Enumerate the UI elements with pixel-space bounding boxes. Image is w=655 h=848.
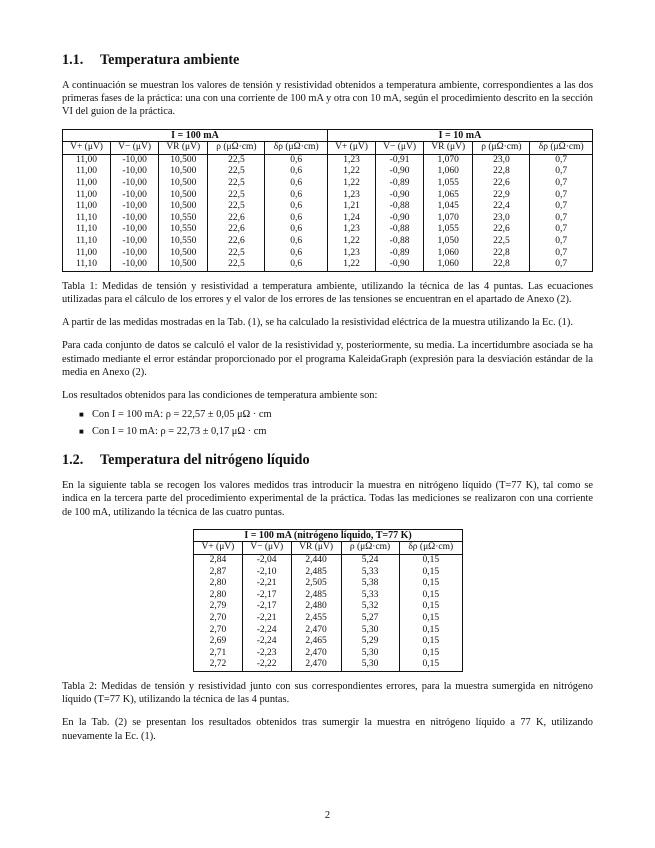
table-cell: 1,22 — [327, 178, 375, 190]
table-cell: 2,455 — [291, 613, 341, 625]
intro-paragraph: A continuación se muestran los valores de tensión y resistividad obtenidos a temperatura ambiente, correspondientes a las dos primeras fases de la práctica: una con una corriente de 100 mA y otra con 10 mA, según el procedimiento descrito en la sección VI del guion de la práctica. — [62, 80, 593, 118]
table1-group-100ma: I = 100 mA — [63, 129, 328, 142]
table-ambient-measurements — [62, 129, 593, 272]
table-cell: -2,23 — [242, 648, 291, 660]
table-cell: 22,8 — [473, 259, 530, 271]
table-cell: 22,8 — [473, 248, 530, 260]
table-cell: 22,5 — [208, 178, 265, 190]
table-cell: 10,500 — [159, 154, 208, 166]
table2-header-row — [194, 542, 463, 555]
table-cell: 0,15 — [399, 636, 462, 648]
column-header: V+ (μV) — [194, 542, 243, 555]
table2-body — [194, 554, 463, 671]
table-cell: 22,6 — [208, 213, 265, 225]
table-cell: -0,90 — [376, 213, 424, 225]
table-cell: 10,500 — [159, 178, 208, 190]
table-cell: 2,69 — [194, 636, 243, 648]
nitrogen-intro-paragraph: En la siguiente tabla se recogen los valores medidos tras introducir la muestra en nitrógeno líquido (T=77 K), tal como se indica en la tercera parte del procedimiento experimental de la práctica. Todas las mediciones se realizaron con una corriente de 100 mA, utilizando la técnica de las cuatro puntas. — [62, 480, 593, 518]
table-cell: 1,22 — [327, 259, 375, 271]
table-row — [63, 154, 593, 166]
table-cell: 11,00 — [63, 154, 111, 166]
table-cell: 1,070 — [424, 213, 473, 225]
table-row — [194, 567, 463, 579]
bullet-icon: ■ — [79, 410, 84, 420]
table-row — [194, 659, 463, 671]
table-cell: 0,7 — [530, 178, 593, 190]
table-cell: 5,30 — [341, 659, 399, 671]
table-row — [63, 248, 593, 260]
column-header: δρ (μΩ·cm) — [265, 142, 327, 155]
table-cell: 5,33 — [341, 590, 399, 602]
table-cell: 11,00 — [63, 248, 111, 260]
table1-body — [63, 154, 593, 271]
page-number: 2 — [324, 810, 331, 821]
column-header: VR (μV) — [424, 142, 473, 155]
table-cell: 1,070 — [424, 154, 473, 166]
table1-header-row — [63, 142, 593, 155]
table-cell: 22,5 — [473, 236, 530, 248]
table-cell: -2,21 — [242, 613, 291, 625]
table-cell: -2,22 — [242, 659, 291, 671]
column-header: V− (μV) — [376, 142, 424, 155]
results-intro: Los resultados obtenidos para las condiciones de temperatura ambiente son: — [62, 389, 378, 401]
table1-caption: Tabla 1: Medidas de tensión y resistividad a temperatura ambiente, utilizando la técnica de las 4 puntas. Las ecuaciones utilizadas para el cálculo de los errores y el valor de los errores de las tensiones se encuentran en el apartado de Anexo (2). — [62, 280, 593, 305]
table-row — [63, 201, 593, 213]
table-cell: 1,060 — [424, 259, 473, 271]
table-cell: 1,060 — [424, 166, 473, 178]
table-cell: 0,7 — [530, 236, 593, 248]
table-cell: 10,500 — [159, 190, 208, 202]
table-cell: -0,88 — [376, 224, 424, 236]
table-row — [194, 554, 463, 566]
section-number: 1.2. — [62, 452, 84, 469]
table-cell: 0,15 — [399, 567, 462, 579]
table-cell: 0,6 — [265, 166, 327, 178]
table-cell: 0,7 — [530, 190, 593, 202]
table-cell: 2,80 — [194, 578, 243, 590]
table-row — [194, 590, 463, 602]
section-heading-nitrogen — [62, 452, 593, 469]
table-cell: 2,72 — [194, 659, 243, 671]
uncertainty-paragraph: Para cada conjunto de datos se calculó el valor de la resistividad y, posteriormente, su media. La incertidumbre asociada se ha estimado mediante el error estándar proporcionado por el programa KaleidaGraph (expresión para la desviación estándar de la media en Anexo (2). — [62, 340, 593, 378]
table-cell: 11,10 — [63, 213, 111, 225]
table-cell: 22,5 — [208, 190, 265, 202]
table-cell: 1,055 — [424, 224, 473, 236]
table-row — [194, 636, 463, 648]
table-cell: 0,7 — [530, 224, 593, 236]
column-header: ρ (μΩ·cm) — [208, 142, 265, 155]
table-cell: 0,15 — [399, 659, 462, 671]
table-cell: 0,7 — [530, 201, 593, 213]
table-row — [63, 259, 593, 271]
table-cell: -2,24 — [242, 636, 291, 648]
table-cell: 10,550 — [159, 224, 208, 236]
table-cell: 0,6 — [265, 154, 327, 166]
column-header: ρ (μΩ·cm) — [473, 142, 530, 155]
table-cell: 5,30 — [341, 625, 399, 637]
table-cell: 2,465 — [291, 636, 341, 648]
table-cell: 5,27 — [341, 613, 399, 625]
table-cell: 0,6 — [265, 213, 327, 225]
column-header: δρ (μΩ·cm) — [530, 142, 593, 155]
table-cell: 10,500 — [159, 248, 208, 260]
table-cell: 0,6 — [265, 236, 327, 248]
table-row — [63, 166, 593, 178]
table-cell: -0,90 — [376, 190, 424, 202]
table-cell: 1,065 — [424, 190, 473, 202]
table-row — [194, 648, 463, 660]
table-cell: 11,00 — [63, 201, 111, 213]
table-row — [63, 190, 593, 202]
table-row — [63, 224, 593, 236]
table-cell: 2,87 — [194, 567, 243, 579]
table-cell: 10,500 — [159, 166, 208, 178]
table-cell: -0,89 — [376, 248, 424, 260]
table-cell: -2,04 — [242, 554, 291, 566]
table-cell: -2,17 — [242, 590, 291, 602]
table-cell: 22,6 — [473, 178, 530, 190]
table-cell: 0,6 — [265, 201, 327, 213]
table-cell: 0,7 — [530, 154, 593, 166]
section-number: 1.1. — [62, 52, 84, 68]
table-cell: 22,5 — [208, 201, 265, 213]
table-cell: 0,15 — [399, 601, 462, 613]
table-row — [63, 178, 593, 190]
column-header: ρ (μΩ·cm) — [341, 542, 399, 555]
table-cell: 0,7 — [530, 166, 593, 178]
table-cell: 2,70 — [194, 613, 243, 625]
table-cell: 2,80 — [194, 590, 243, 602]
section-heading-ambient — [62, 52, 593, 69]
table-row — [194, 625, 463, 637]
table-cell: 5,32 — [341, 601, 399, 613]
table-cell: 0,7 — [530, 213, 593, 225]
table-cell: 2,70 — [194, 625, 243, 637]
table-cell: -2,21 — [242, 578, 291, 590]
table-cell: 11,10 — [63, 236, 111, 248]
table-cell: 2,79 — [194, 601, 243, 613]
table-cell: 2,71 — [194, 648, 243, 660]
results-list — [62, 406, 593, 440]
result-item-10ma: ■ Con I = 10 mA: ρ = 22,73 ± 0,17 μΩ · cm — [62, 423, 593, 440]
table-cell: -10,00 — [111, 224, 159, 236]
column-header: VR (μV) — [159, 142, 208, 155]
table-cell: 11,10 — [63, 224, 111, 236]
table-cell: -10,00 — [111, 154, 159, 166]
table-cell: 0,7 — [530, 248, 593, 260]
result-item-100ma: ■ Con I = 100 mA: ρ = 22,57 ± 0,05 μΩ · cm — [62, 406, 593, 423]
table-cell: 22,5 — [208, 154, 265, 166]
table-cell: 5,29 — [341, 636, 399, 648]
table-cell: -10,00 — [111, 259, 159, 271]
table-cell: -10,00 — [111, 201, 159, 213]
table-cell: 22,6 — [208, 224, 265, 236]
column-header: V+ (μV) — [327, 142, 375, 155]
table-cell: 1,045 — [424, 201, 473, 213]
table-cell: 0,15 — [399, 613, 462, 625]
table-cell: 0,15 — [399, 590, 462, 602]
table-cell: 1,21 — [327, 201, 375, 213]
table-cell: 5,30 — [341, 648, 399, 660]
table2-group-title: I = 100 mA (nitrógeno líquido, T=77 K) — [194, 529, 463, 542]
table-cell: 10,550 — [159, 236, 208, 248]
table-cell: -10,00 — [111, 178, 159, 190]
table-cell: 0,6 — [265, 190, 327, 202]
table-cell: 22,8 — [473, 166, 530, 178]
table-cell: 1,24 — [327, 213, 375, 225]
table-cell: 5,33 — [341, 567, 399, 579]
table-nitrogen-measurements — [193, 529, 463, 672]
table-row — [194, 601, 463, 613]
table-cell: 1,055 — [424, 178, 473, 190]
table-cell: 22,6 — [208, 236, 265, 248]
table-cell: 11,10 — [63, 259, 111, 271]
column-header: VR (μV) — [291, 542, 341, 555]
table-cell: 10,550 — [159, 213, 208, 225]
resistivity-paragraph: A partir de las medidas mostradas en la Tab. (1), se ha calculado la resistividad eléctrica de la muestra utilizando la Ec. (1). — [62, 317, 573, 329]
table-row — [194, 613, 463, 625]
table-cell: -10,00 — [111, 248, 159, 260]
section-title: Temperatura ambiente — [100, 52, 240, 68]
table-cell: 22,6 — [473, 224, 530, 236]
table-cell: 1,23 — [327, 248, 375, 260]
table-cell: 1,23 — [327, 224, 375, 236]
bullet-icon: ■ — [79, 427, 84, 437]
table-cell: -0,90 — [376, 166, 424, 178]
table-row — [194, 578, 463, 590]
table-cell: -0,89 — [376, 178, 424, 190]
table-cell: 1,23 — [327, 190, 375, 202]
table-row — [63, 236, 593, 248]
table-cell: -2,10 — [242, 567, 291, 579]
table-cell: 1,22 — [327, 166, 375, 178]
table-cell: 0,6 — [265, 248, 327, 260]
table-row — [63, 213, 593, 225]
table-cell: 23,0 — [473, 154, 530, 166]
table-cell: 0,15 — [399, 554, 462, 566]
table-cell: 22,9 — [473, 190, 530, 202]
table-cell: 10,500 — [159, 201, 208, 213]
table-cell: 11,00 — [63, 190, 111, 202]
table-cell: -0,91 — [376, 154, 424, 166]
table-cell: 1,050 — [424, 236, 473, 248]
table-cell: 0,6 — [265, 224, 327, 236]
column-header: δρ (μΩ·cm) — [399, 542, 462, 555]
table-cell: 23,0 — [473, 213, 530, 225]
table-cell: 2,480 — [291, 601, 341, 613]
table-cell: 0,15 — [399, 625, 462, 637]
column-header: V− (μV) — [111, 142, 159, 155]
table-cell: 0,15 — [399, 578, 462, 590]
table-cell: -2,24 — [242, 625, 291, 637]
section-title: Temperatura del nitrógeno líquido — [100, 452, 310, 469]
table-cell: -0,90 — [376, 259, 424, 271]
table-cell: -10,00 — [111, 166, 159, 178]
table-cell: 2,470 — [291, 648, 341, 660]
table-cell: -0,88 — [376, 236, 424, 248]
table-cell: 2,485 — [291, 590, 341, 602]
table-cell: -10,00 — [111, 236, 159, 248]
table1-group-10ma: I = 10 mA — [327, 129, 592, 142]
column-header: V+ (μV) — [63, 142, 111, 155]
nitrogen-results-paragraph: En la Tab. (2) se presentan los resultados obtenidos tras sumergir la muestra en nitrógeno líquido a 77 K, utilizando nuevamente la Ec. (1). — [62, 717, 593, 742]
table2-caption: Tabla 2: Medidas de tensión y resistividad junto con sus correspondientes errores, para la muestra sumergida en nitrógeno líquido (T=77 K), utilizando la técnica de las 4 puntas. — [62, 680, 593, 706]
table-cell: 1,23 — [327, 154, 375, 166]
table-cell: 2,485 — [291, 567, 341, 579]
table-cell: 0,6 — [265, 259, 327, 271]
table-cell: 2,470 — [291, 625, 341, 637]
table-cell: 2,470 — [291, 659, 341, 671]
table-cell: 5,38 — [341, 578, 399, 590]
table-cell: 0,7 — [530, 259, 593, 271]
table-cell: 0,15 — [399, 648, 462, 660]
table-cell: 11,00 — [63, 166, 111, 178]
table-cell: 22,5 — [208, 248, 265, 260]
column-header: V− (μV) — [242, 542, 291, 555]
table-cell: 1,22 — [327, 236, 375, 248]
table-cell: 11,00 — [63, 178, 111, 190]
table-cell: 2,84 — [194, 554, 243, 566]
table-cell: 22,5 — [208, 259, 265, 271]
table-cell: 2,440 — [291, 554, 341, 566]
table-cell: 5,24 — [341, 554, 399, 566]
table-cell: -2,17 — [242, 601, 291, 613]
table-cell: 0,6 — [265, 178, 327, 190]
table-cell: 1,060 — [424, 248, 473, 260]
table-cell: 22,5 — [208, 166, 265, 178]
table-cell: -10,00 — [111, 190, 159, 202]
table-cell: 22,4 — [473, 201, 530, 213]
table-cell: -0,88 — [376, 201, 424, 213]
table-cell: -10,00 — [111, 213, 159, 225]
table-cell: 2,505 — [291, 578, 341, 590]
table-cell: 10,500 — [159, 259, 208, 271]
